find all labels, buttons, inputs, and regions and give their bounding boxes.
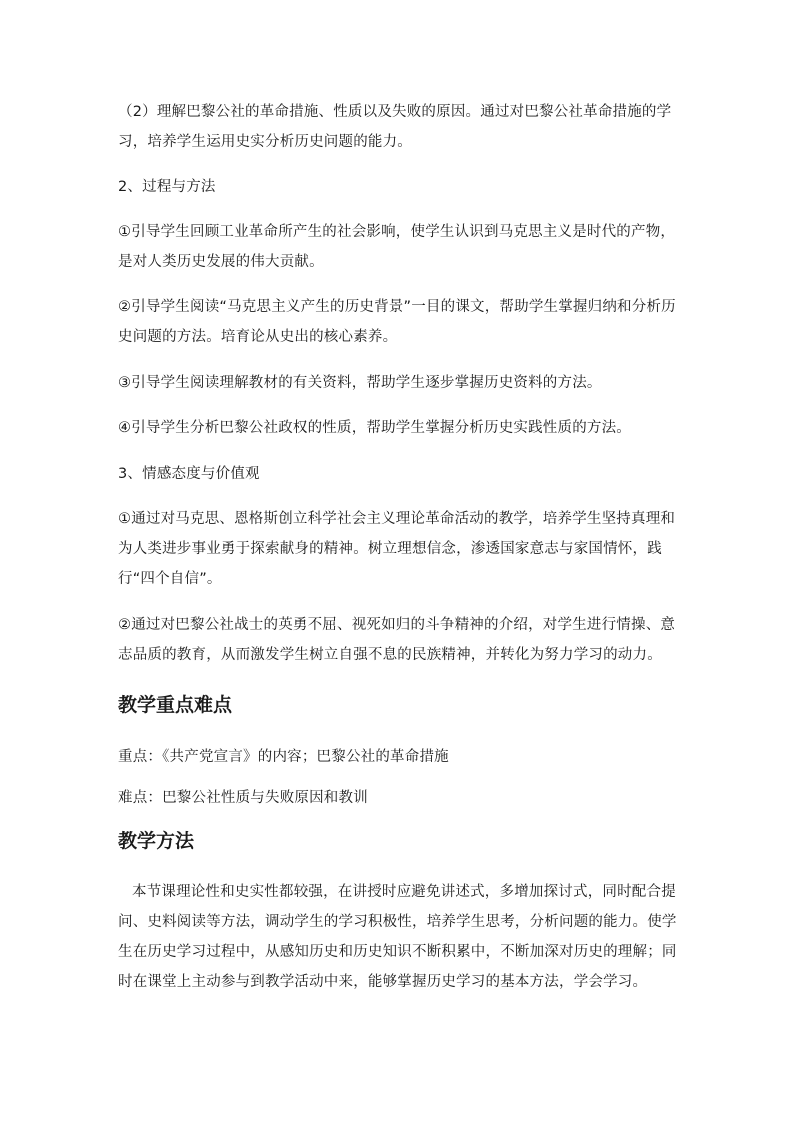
emotion-values-title: 3、情感态度与价值观 bbox=[118, 466, 260, 482]
process-item-3: ③引导学生阅读理解教材的有关资料，帮助学生逐步掌握历史资料的方法。 bbox=[118, 375, 602, 391]
knowledge-item-2: （2）理解巴黎公社的革命措施、性质以及失败的原因。通过对巴黎公社革命措施的学习，培养学生运用史实分析历史问题的能力。 bbox=[118, 104, 672, 150]
difficulty-text: 难点：巴黎公社性质与失败原因和教训 bbox=[118, 790, 368, 806]
emotion-item-2: ②通过对巴黎公社战士的英勇不屈、视死如归的斗争精神的介绍，对学生进行情操、意志品质的教育，从而激发学生树立自强不息的民族精神，并转化为努力学习的动力。 bbox=[118, 617, 676, 663]
methods-heading: 教学方法 bbox=[118, 830, 195, 852]
process-method-title: 2、过程与方法 bbox=[118, 179, 216, 195]
process-item-4: ④引导学生分析巴黎公社政权的性质，帮助学生掌握分析历史实践性质的方法。 bbox=[118, 420, 631, 436]
process-item-1: ①引导学生回顾工业革命所产生的社会影响，使学生认识到马克思主义是时代的产物，是对人类历史发展的伟大贡献。 bbox=[118, 224, 676, 270]
focus-text: 重点：《共产党宣言》的内容；巴黎公社的革命措施 bbox=[118, 749, 449, 765]
emotion-item-1: ①通过对马克思、恩格斯创立科学社会主义理论革命活动的教学，培养学生坚持真理和为人类进步事业勇于探索献身的精神。树立理想信念，渗透国家意志与家国情怀，践行“四个自信”。 bbox=[118, 511, 676, 587]
methods-body: 本节课理论性和史实性都较强，在讲授时应避免讲述式，多增加探讨式，同时配合提问、史料阅读等方法，调动学生的学习积极性，培养学生思考，分析问题的能力。使学生在历史学习过程中，从感知历史和历史知识不断积累中，不断加深对历史的理解；同时在课堂上主动参与到教学活动中来，能够掌握历史学习的基本方法，学会学习。 bbox=[118, 884, 677, 990]
key-points-heading: 教学重点难点 bbox=[118, 694, 233, 716]
process-item-2: ②引导学生阅读“马克思主义产生的历史背景”一目的课文，帮助学生掌握归纳和分析历史问题的方法。培育论从史出的核心素养。 bbox=[118, 299, 676, 345]
